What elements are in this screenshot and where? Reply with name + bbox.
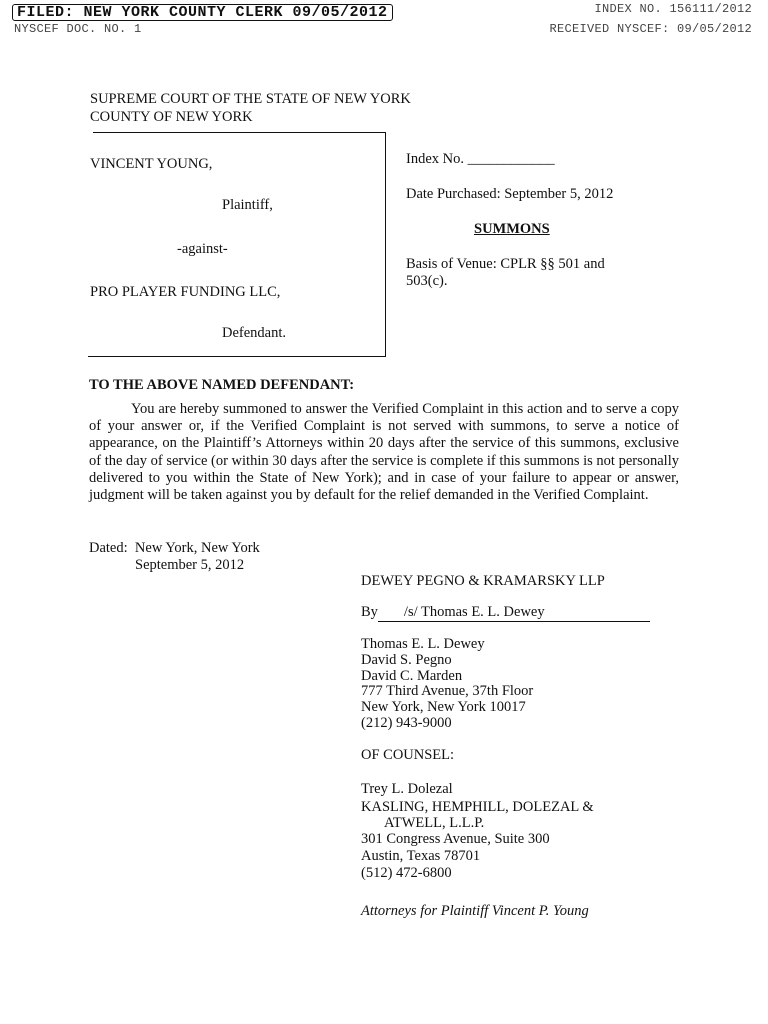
dated-line — [89, 540, 260, 557]
counsel-firm-line-2: ATWELL, L.L.P. — [384, 814, 485, 831]
firm-phone: (212) 943-9000 — [361, 714, 452, 731]
firm-address-line-1: 777 Third Avenue, 37th Floor — [361, 683, 534, 700]
of-counsel-label: OF COUNSEL: — [361, 747, 455, 763]
dated-date: September 5, 2012 — [135, 557, 245, 573]
defendant-heading: TO THE ABOVE NAMED DEFENDANT: — [89, 377, 355, 393]
summons-title: SUMMONS — [474, 221, 550, 237]
filed-stamp: FILED: NEW YORK COUNTY CLERK 09/05/2012 — [12, 4, 393, 21]
law-firm-name: DEWEY PEGNO & KRAMARSKY LLP — [361, 573, 605, 589]
counsel-phone: (512) 472-6800 — [361, 864, 452, 881]
index-no-field — [406, 151, 555, 168]
counsel-address-line-1: 301 Congress Avenue, Suite 300 — [361, 831, 550, 848]
by-label: By — [361, 604, 378, 620]
summons-paragraph — [89, 401, 679, 504]
nyscef-doc-no: NYSCEF DOC. NO. 1 — [14, 22, 142, 36]
received-date-header: RECEIVED NYSCEF: 09/05/2012 — [549, 22, 752, 36]
venue-line-2: 503(c). — [406, 273, 448, 289]
defendant-name: PRO PLAYER FUNDING LLC, — [90, 284, 281, 300]
attorneys-for-plaintiff: Attorneys for Plaintiff Vincent P. Young — [361, 903, 589, 919]
date-purchased: Date Purchased: September 5, 2012 — [406, 186, 614, 202]
plaintiff-name: VINCENT YOUNG, — [90, 156, 213, 172]
counsel-address-line-2: Austin, Texas 78701 — [361, 848, 481, 865]
venue-line-1: Basis of Venue: CPLR §§ 501 and — [406, 256, 605, 272]
signature-field — [378, 604, 650, 622]
index-no-label: Index No. — [406, 151, 464, 167]
county-name: COUNTY OF NEW YORK — [90, 109, 253, 125]
counsel-block — [361, 782, 594, 882]
dated-place: New York, New York — [134, 540, 260, 556]
index-no-blank: ____________ — [467, 151, 555, 167]
summons-paragraph-text: You are hereby summoned to answer the Verified Complaint in this action and to serve a copy of your answer or, if the Verified Complaint is not served with summons, to serve a notice of appearance, on the Plaintiff’s Attorneys within 20 days after the service of this summons, exclusive of the day of service (or within 30 days after the service is complete if this summons is not personally delivered to you within the State of New York); and in case of your failure to appear or answer, judgment will be taken against you by default for the relief demanded in the Verified Complaint. — [89, 401, 679, 504]
court-name: SUPREME COURT OF THE STATE OF NEW YORK — [90, 91, 411, 107]
plaintiff-role: Plaintiff, — [222, 197, 273, 213]
dated-label: Dated: — [89, 540, 128, 556]
defendant-role: Defendant. — [222, 325, 287, 341]
attorney-name: David S. Pegno — [361, 651, 452, 668]
against-label: -against- — [177, 241, 228, 257]
counsel-name: Trey L. Dolezal — [361, 781, 453, 797]
signature-line — [361, 604, 650, 622]
attorney-name: David C. Marden — [361, 667, 463, 684]
index-number-header: INDEX NO. 156111/2012 — [594, 2, 752, 16]
firm-address-line-2: New York, New York 10017 — [361, 699, 526, 716]
attorney-block — [361, 637, 533, 732]
attorney-name: Thomas E. L. Dewey — [361, 636, 485, 652]
counsel-firm-line-1: KASLING, HEMPHILL, DOLEZAL & — [361, 798, 594, 815]
signature-text: /s/ Thomas E. L. Dewey — [403, 604, 545, 620]
